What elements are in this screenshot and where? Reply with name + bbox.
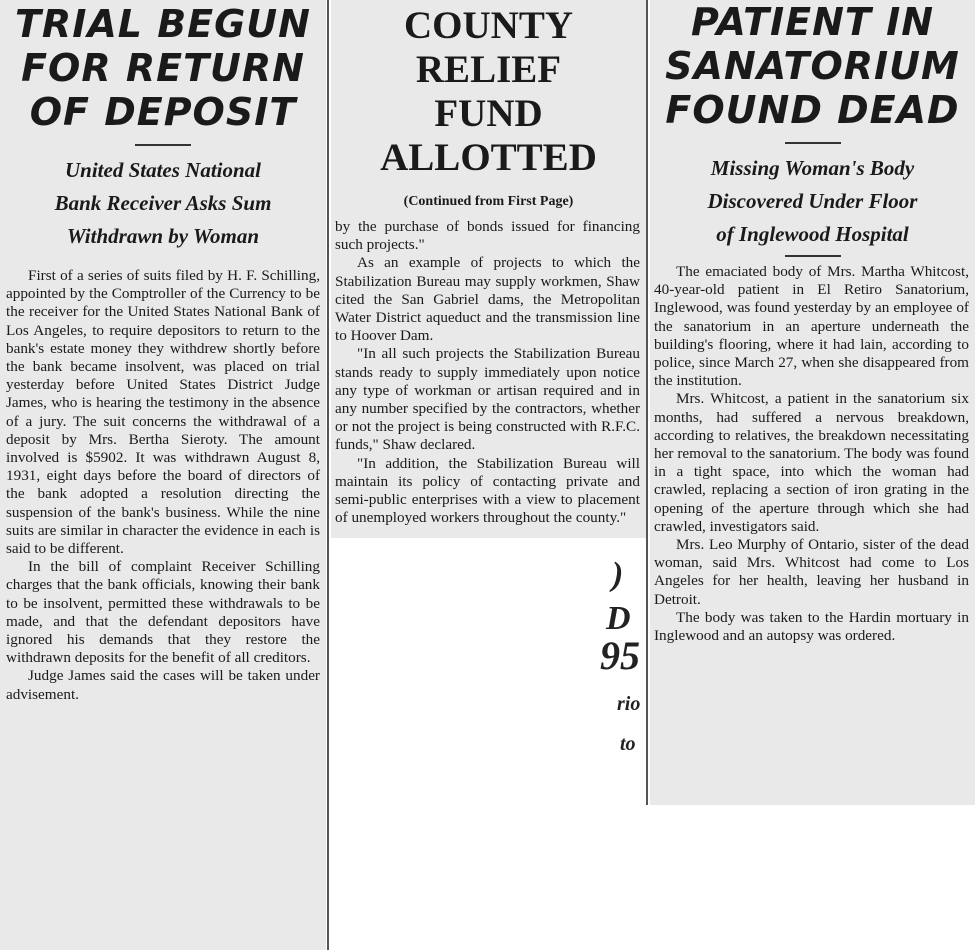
text-fragment: rio	[617, 693, 641, 715]
divider	[135, 144, 191, 146]
subheadline-line: Missing Woman's Body	[710, 156, 915, 180]
paragraph: The emaciated body of Mrs. Martha Whitcost, 40-year-old patient in El Retiro Sanatorium, Inglewood, was found yesterday by an employee of the sanatorium in an aperture underneath the building's flooring, where it had lain, according to police, since March 27, when she disappeared from the institution.	[654, 263, 969, 390]
blank-area	[331, 538, 615, 808]
subheadline	[656, 152, 969, 251]
article-body	[6, 267, 320, 704]
paragraph: "In all such projects the Stabilization Bureau stands ready to supply immediately upon notice any type of workman or artisan required and in any number specified by the contractors, whether or not the project is being constructed with R.F.C. funds," Shaw declared.	[335, 345, 640, 454]
headline-line: TRIAL BEGUN	[15, 2, 311, 46]
headline-line: FUND ALLOTTED	[380, 92, 597, 179]
text-fragment: D	[606, 600, 631, 637]
paragraph: "In addition, the Stabilization Bureau will maintain its policy of contacting private and semi-public enterprises with a view to placement of unemployed workers throughout the county."	[335, 454, 640, 527]
headline	[0, 2, 326, 134]
paragraph: Mrs. Leo Murphy of Ontario, sister of the dead woman, said Mrs. Whitcost had come to Los Angeles for her health, leaving her husband in Detroit.	[654, 536, 969, 608]
headline	[331, 4, 646, 180]
paragraph: In the bill of complaint Receiver Schilling charges that the bank officials, knowing their bank to be insolvent, permitted these withdrawals to be made, and that the defendant depositors have ignored his demands that they restore the withdrawn deposits for the benefit of all creditors.	[6, 558, 320, 667]
column-rule	[327, 0, 329, 950]
divider	[785, 142, 841, 144]
paragraph: The body was taken to the Hardin mortuary in Inglewood and an autopsy was ordered.	[654, 608, 969, 645]
subheadline-line: of Inglewood Hospital	[716, 222, 909, 246]
column-rule	[646, 0, 648, 805]
subheadline-line: Discovered Under Floor	[707, 189, 918, 213]
continued-note: (Continued from First Page)	[403, 194, 574, 209]
headline-line: PATIENT IN	[690, 0, 935, 44]
subheadline-line: Bank Receiver Asks Sum	[54, 191, 272, 215]
headline-line: FOR RETURN	[21, 46, 305, 90]
subheadline-line: United States National	[64, 158, 262, 182]
headline-line: OF DEPOSIT	[29, 90, 297, 134]
paragraph: First of a series of suits filed by H. F. Schilling, appointed by the Comptroller of the Currency to be the receiver for the United States National Bank of Los Angeles, to require depositors to return to the bank's estate money they withdrew shortly before the bank became insolvent, was placed on trial yesterday before United States District Judge James, who is hearing the testimony in the absence of a jury. The suit concerns the withdrawal of a deposit by Mrs. Bertha Sieroty. The amount involved is $5902. It was withdrawn August 8, 1931, eight days before the board of directors of the bank adopted a resolution directing the suspension of the bank's business. While the nine suits are similar in character the evidence in each is said to be different.	[6, 267, 320, 558]
subheadline	[6, 154, 320, 253]
article-body	[335, 218, 640, 527]
article-trial-begun	[0, 0, 326, 950]
headline	[650, 0, 975, 132]
headline-line: SANATORIUM	[665, 44, 960, 88]
article-county-relief	[331, 0, 646, 538]
divider	[785, 255, 841, 257]
paragraph: Mrs. Whitcost, a patient in the sanatorium six months, had suffered a nervous breakdown, according to relatives, the breakdown necessitating her removal to the sanatorium. The body was found in a tight space, into which the woman had crawled, replacing a section of iron grating in the opening of the aperture through which she had crawled, investigators said.	[654, 390, 969, 535]
article-patient-found-dead	[650, 0, 975, 805]
text-fragment: to	[620, 733, 636, 755]
paragraph: Judge James said the cases will be taken under advisement.	[6, 667, 320, 703]
subheadline-line: Withdrawn by Woman	[66, 224, 260, 248]
paragraph: by the purchase of bonds issued for financing such projects."	[335, 218, 640, 254]
article-body	[654, 263, 969, 645]
paragraph: As an example of projects to which the Stabilization Bureau may supply workmen, Shaw cited the San Gabriel dams, the Metropolitan Water District aqueduct and the transmission line to Hoover Dam.	[335, 254, 640, 345]
headline-line: FOUND DEAD	[665, 88, 960, 132]
text-fragment: )	[612, 556, 624, 593]
text-fragment: 95	[600, 633, 640, 678]
headline-line: COUNTY RELIEF	[403, 4, 573, 91]
